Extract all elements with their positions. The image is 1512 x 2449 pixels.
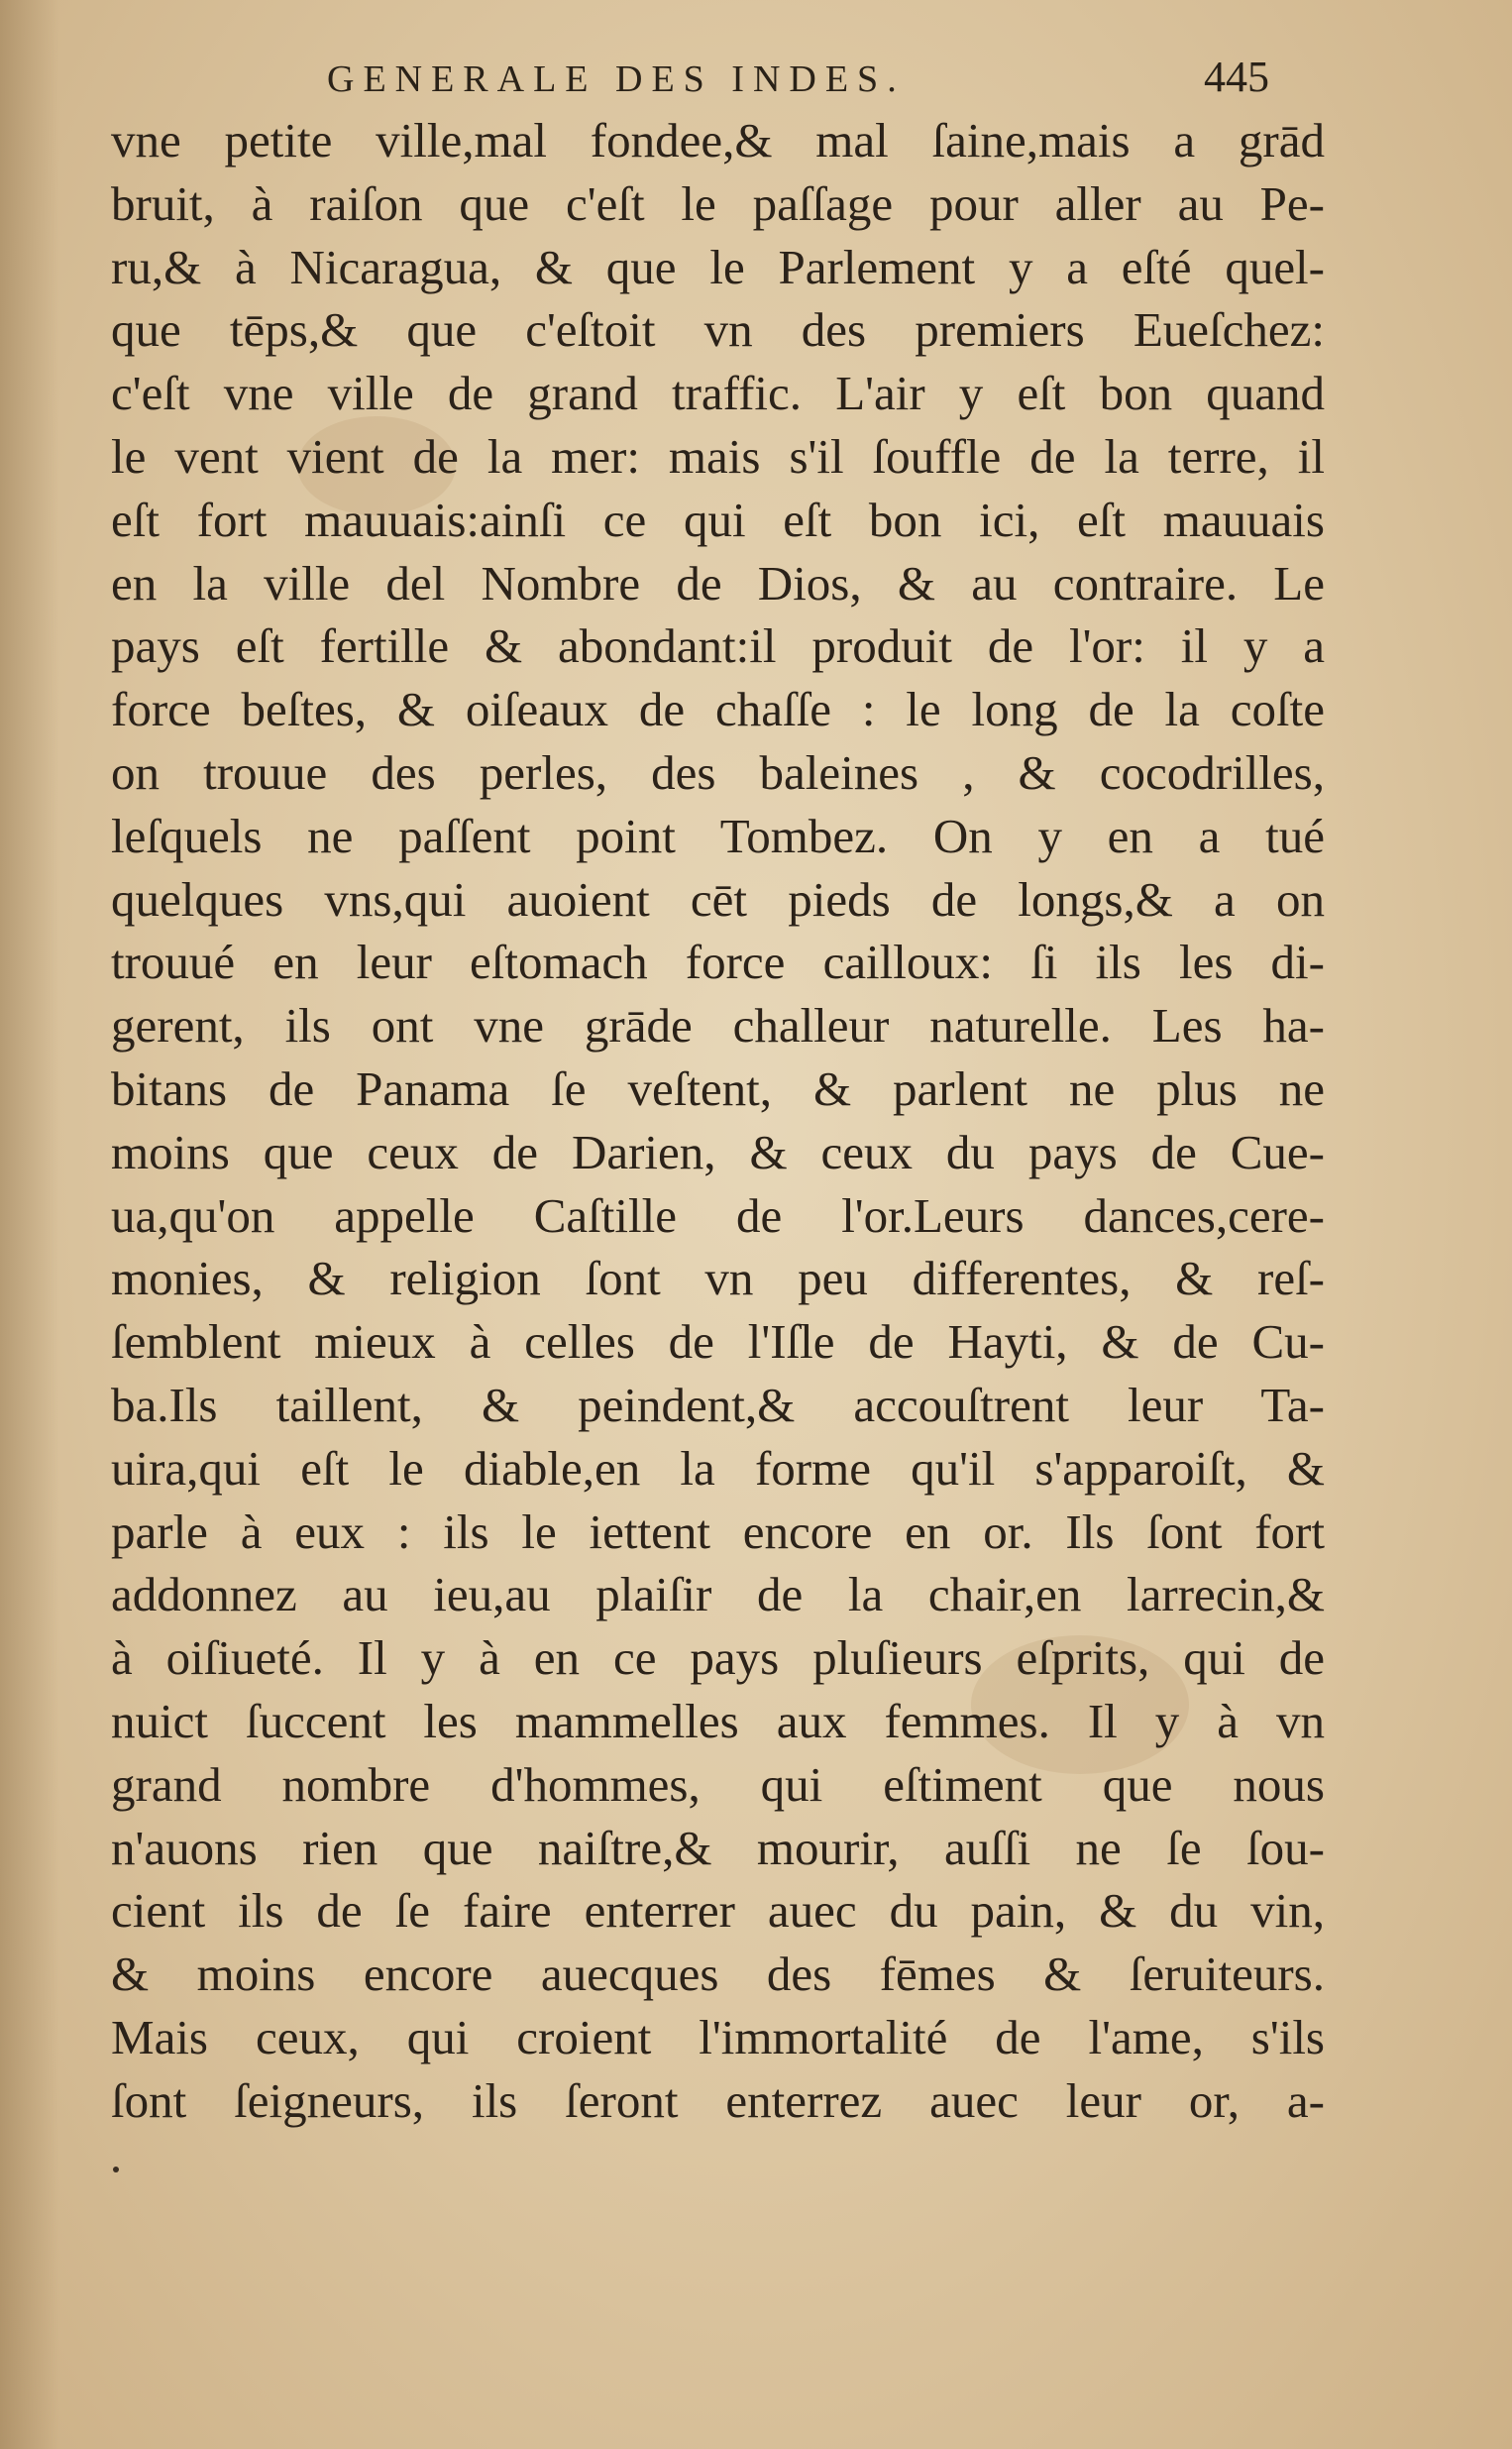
text-line: bitans de Panama ſe veſtent, & parlent ne plus ne <box>111 1060 1325 1116</box>
text-line: eſt fort mauuais:ainſi ce qui eſt bon ici, eſt mauuais <box>111 492 1325 547</box>
text-line: pays eſt fertille & abondant:il produit de l'or: il y a <box>111 618 1325 674</box>
text-line: uira,qui eſt le diable,en la forme qu'il s'apparoiſt, & <box>111 1440 1325 1496</box>
text-line: ua,qu'on appelle Caſtille de l'or.Leurs dances,cere- <box>111 1187 1325 1243</box>
text-line: n'auons rien que naiſtre,& mourir, auſſi ne ſe ſou- <box>111 1820 1325 1875</box>
text-line: en la ville del Nombre de Dios, & au contraire. Le <box>111 555 1325 611</box>
text-line: addonnez au ieu,au plaiſir de la chair,en larrecin,& <box>111 1567 1325 1622</box>
text-line: on trouue des perles, des baleines , & cocodrilles, <box>111 744 1325 800</box>
text-line: ru,& à Nicaragua, & que le Parlement y a eſté quel- <box>111 239 1325 294</box>
text-line: à oiſiueté. Il y à en ce pays pluſieurs eſprits, qui de <box>111 1630 1325 1686</box>
text-line: ſont ſeigneurs, ils ſeront enterrez auec leur or, a- <box>111 2072 1325 2128</box>
text-line: c'eſt vne ville de grand traffic. L'air y eſt bon quand <box>111 366 1325 421</box>
text-line: gerent, ils ont vne grāde challeur naturelle. Les ha- <box>111 998 1325 1054</box>
text-line: nuict ſuccent les mammelles aux femmes. Il y à vn <box>111 1693 1325 1748</box>
ink-dot <box>113 2167 119 2172</box>
text-line: cient ils de ſe faire enterrer auec du pain, & du vin, <box>111 1883 1325 1939</box>
page-gutter-shadow <box>0 0 59 2449</box>
text-line: Mais ceux, qui croient l'immortalité de l'ame, s'ils <box>111 2009 1325 2064</box>
text-line: trouué en leur eſtomach force cailloux: ſi ils les di- <box>111 935 1325 990</box>
page-number: 445 <box>1204 53 1269 101</box>
text-line: quelques vns,qui auoient cēt pieds de longs,& a on <box>111 871 1325 927</box>
text-line: parle à eux : ils le iettent encore en or. Ils ſont fort <box>111 1503 1325 1559</box>
text-line: monies, & religion ſont vn peu differentes, & reſ- <box>111 1251 1325 1306</box>
text-line: grand nombre d'hommes, qui eſtiment que nous <box>111 1756 1325 1812</box>
text-line: leſquels ne paſſent point Tombez. On y en a tué <box>111 808 1325 863</box>
text-line: ba.Ils taillent, & peindent,& accouſtrent leur Ta- <box>111 1377 1325 1432</box>
body-text <box>111 109 1325 2133</box>
text-line: le vent vient de la mer: mais s'il ſouffle de la terre, il <box>111 428 1325 484</box>
text-line: moins que ceux de Darien, & ceux du pays de Cue- <box>111 1124 1325 1179</box>
text-line: & moins encore auecques des fēmes & ſeruiteurs. <box>111 1947 1325 2002</box>
text-line: force beſtes, & oiſeaux de chaſſe : le long de la coſte <box>111 682 1325 737</box>
text-line: vne petite ville,mal fondee,& mal ſaine,mais a grād <box>111 113 1325 167</box>
text-line: ſemblent mieux à celles de l'Iſle de Hayti, & de Cu- <box>111 1314 1325 1370</box>
text-line: que tēps,& que c'eſtoit vn des premiers Eueſchez: <box>111 302 1325 358</box>
running-head: GENERALE DES INDES. <box>327 58 906 100</box>
text-line: bruit, à raiſon que c'eſt le paſſage pour aller au Pe- <box>111 175 1325 231</box>
